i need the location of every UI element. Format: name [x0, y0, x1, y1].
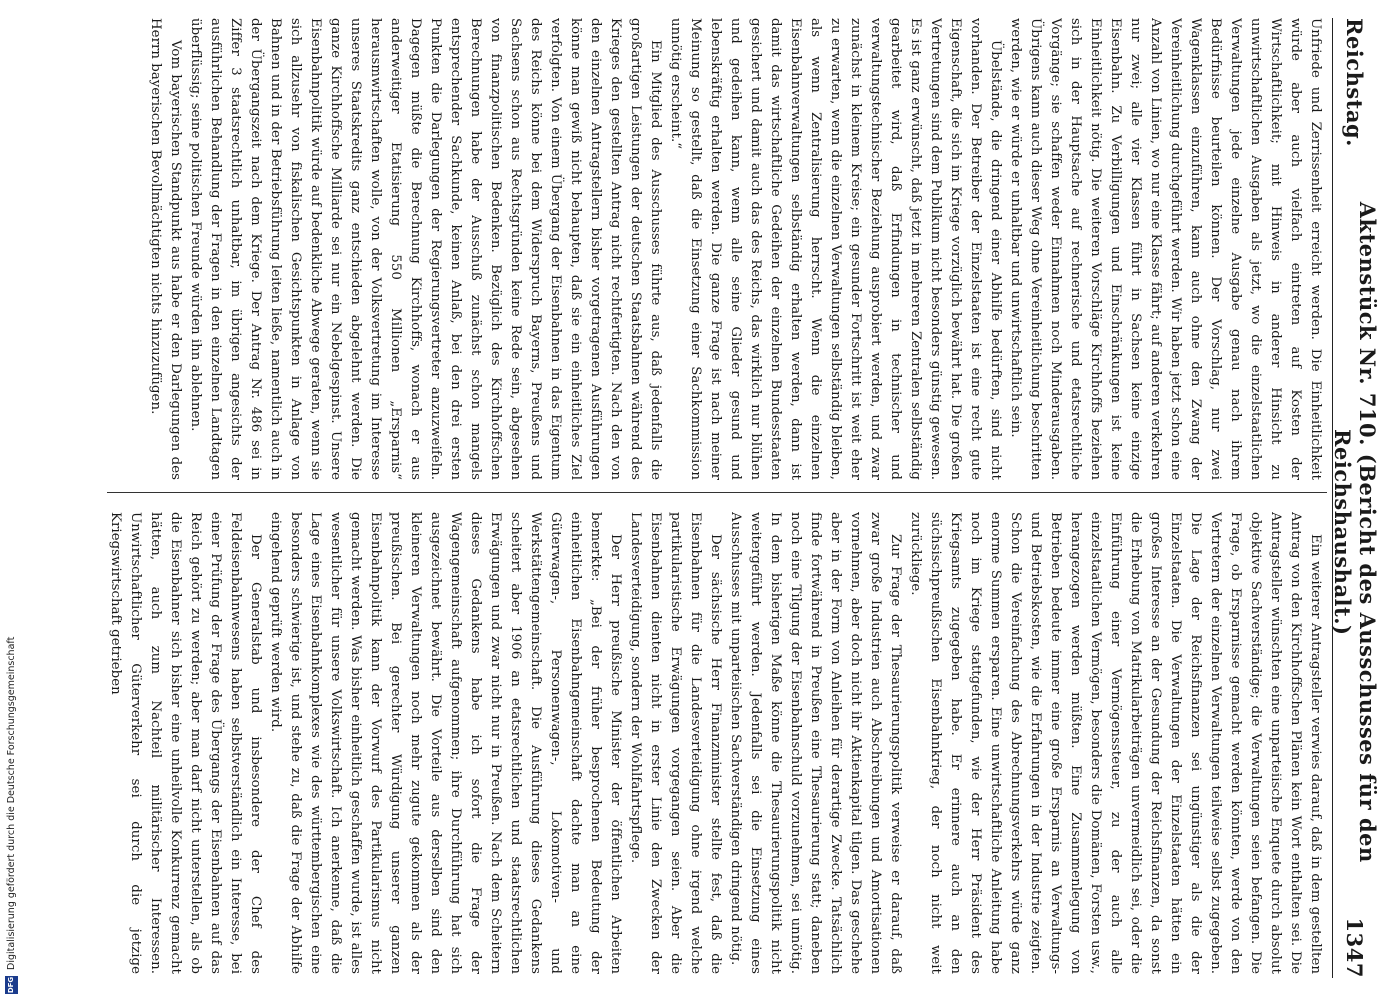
- paragraph: Ein weiterer Antragsteller verwies darauf, daß in dem gestellten Antrag von den Kirchhoffschen Plänen kein Wort enthalten sei. Die Antragsteller wünschten eine unparteiische Enquete durch absolut objektive Sachverständige; die Verwaltungen seien befangen. Die Frage, ob Ersparnisse gemacht werden könnten, werde von den Vertretern der einzelnen Verwaltungen teilweise selbst zugegeben. Die Lage der Reichsfinanzen sei ungünstiger als die der Einzelstaaten. Die Verwaltungen der Einzelstaaten hätten ein großes Interesse an der Gesundung der Reichsfinanzen, da sonst die Erhebung von Matrikularbeiträgen unvermeidlich sei, oder die Einführung einer Vermögenssteuer, zu der auch alle einzelstaatlichen Vermögen, besonders die Domänen, Forsten usw., herangezogen werden müßten. Eine Zusammenlegung von Betrieben bedeute immer eine große Ersparnis an Verwaltungs- und Betriebskosten, wie die Erfahrungen in der Industrie zeigten. Schon die Vereinfachung des Abrechnungsverkehrs würde ganz enorme Summen ersparen. Eine unwirtschaftliche Anleitung habe noch im Kriege stattgefunden, wie der Herr Präsident des Kriegsamts zugegeben habe. Er erinnere auch an den süchsischpreußischen Eisenbahnkrieg, der noch nicht weit zurückliege.: [908, 512, 1323, 974]
- paragraph: Der Generalstab und insbesondere der Chef des Feldeisenbahnwesens haben selbstverständlich ein Interesse, bei einer Prüfung der Frage des Übergangs der Eisenbahnen auf das Reich gehört zu werden; aber man darf nicht unterstellen, als ob die Eisenbahner sich bisher eine unheilvolle Konkurrenz gemacht hätten, auch zum Nachteil militärischer Interessen. Unwirtschaftlicher Güterverkehr sei durch die jetzige Kriegswirtschaft getrieben: [108, 512, 263, 974]
- header-left: Reichstag.: [1342, 18, 1368, 147]
- left-column: [105, 18, 1325, 480]
- credit-line: [0, 0, 22, 1000]
- credit-text: Digitalisierung gefördert durch die Deutsche Forschungsgemeinschaft: [5, 636, 17, 970]
- paragraph: Vom bayerischen Standpunkt aus habe er den Darlegungen des Herrn bayerischen Bevollmächtigten nichts hinzuzufügen.: [148, 18, 183, 480]
- document-page: [93, 0, 1383, 1000]
- header-title: Aktenstück Nr. 710. (Bericht des Ausschusses für den Reichshaushalt.): [1330, 201, 1380, 863]
- paragraph: Der Herr preußische Minister der öffentlichen Arbeiten bemerkte: „Bei der früher besprochenen Bedeutung der einheitlichen Eisenbahngemeinschaft dachte man an eine Güterwagen-, Personenwagen-, Lokomotiven- und Werkstättengemeinschaft. Die Ausführung dieses Gedankens scheitert aber 1906 an etatsrechtlichen und staatsrechtlichen Erwägungen und zwar nicht nur in Preußen. Nach dem Scheitern dieses Gedankens habe ich sofort die Frage der Wagengemeinschaft aufgenommen; ihre Durchführung hat sich ausgezeichnet bewährt. Die Vorteile aus derselben sind den kleineren Verwaltungen noch mehr zugute gekommen als der preußischen. Bei gerechter Würdigung unserer ganzen Eisenbahnpolitik kann der Vorwurf des Partikularismus nicht gemacht werden. Was bisher einheitlich geschaffen wurde, ist alles wesentlicher für unsere Volkswirtschaft. Ich anerkenne, daß die Lage eines Eisenbahnkomplexes wie des württembergischen eine besonders schwierige ist, und stehe zu, daß die Frage der Abhilfe eingehend geprüft werden wird.: [268, 512, 623, 974]
- header-rule: [1332, 18, 1333, 978]
- dfg-logo: DFG: [5, 976, 18, 994]
- paragraph: Übelstände, die dringend einer Abhilfe bedürften, sind nicht vorhanden. Der Betreiber der Einzelstaaten ist eine recht gute Eigenschaft, die sich im Kriege vorzüglich bewährt hat. Die großen Vertretungen sind dem Publikum nicht besonders günstig gewesen. Es ist ganz erwünscht, daß jetzt in mehreren Zentralen selbständig gearbeitet wird, daß Erfindungen in technischer und verwaltungstechnischer Beziehung ausprobiert werden, und zwar zunächst in kleinem Kreise; ein gesunder Fortschritt ist weit eher zu erwarten, wenn die einzelnen Verwaltungen selbständig bleiben, als wenn Zentralisierung herrscht. Wenn die einzelnen Eisenbahnverwaltungen selbständig erhalten werden, dann ist damit das wirtschaftliche Gedeihen der einzelnen Bundesstaaten gesichert und damit auch das des Reichs, das wirklich nur blühen und gedeihen kann, wenn alle seine Glieder gesund und lebenskräftig erhalten werden. Die ganze Frage ist nach meiner Meinung so gestellt, daß die Einsetzung einer Sachkommission unnötig erscheint.“: [668, 18, 1003, 480]
- paragraph: Unfriede und Zerrissenheit erreicht werden. Die Einheitlichkeit würde aber auch vielfach eintreten auf Kosten der Wirtschaftlichkeit; mit Hinweis in anderer Hinsicht zu unwirtschaftlichen Ausgaben als jetzt, wo die einzelstaatlichen Verwaltungen jede einzelne Ausgabe genau nach ihrem Bedürfnisse beurteilen können. Der Vorschlag, nur zwei Wagenklassen einzuführen, kann auch ohne den Zwang der Vereinheitlichung durchgeführt werden. Wir haben jetzt schon eine Anzahl von Linien, wo nur eine Klasse fährt; auf anderen verkehren nur zwei; alle vier Klassen führt in Sachsen keine einzige Eisenbahn. Zu Verbilligungen und Einschränkungen ist keine Einheitlichkeit nötig. Die weiteren Vorschläge Kirchhoffs beziehen sich in der Hauptsache auf rechnerische und etatsrechtliche Vorgänge; sie schaffen weder Einnahmen noch Minderausgaben. Übrigens kann auch dieser Weg ohne Vereinheitlichung beschritten werden, wie er würde er unhaltbar und unwirtschaftlich sein.: [1008, 18, 1323, 480]
- paragraph: Der sächsische Herr Finanzminister stellte fest, daß die Eisenbahnen für die Landesverteidigung ohne irgend welche partikularistische Erwägungen vorgegangen seien. Aber die Eisenbahnen dienten nicht in erster Linie den Zwecken der Landesverteidigung, sondern der Wohlfahrtspflege.: [628, 512, 723, 974]
- right-column: [105, 512, 1325, 974]
- paragraph: Zur Frage der Thesaurierungspolitik verweise er darauf, daß zwar große Industrien auch Abschreibungen und Amortisationen vornehmen, aber doch nicht ihr Aktienkapital tilgen. Das geschehe aber in der Form von Anleihen für derartige Zwecke. Tatsächlich finde fortwährend in Preußen eine Thesaurierung statt; daneben noch eine Tilgung der Eisenbahnschuld vorzunehmen, sei unnötig. In dem bisherigen Maße könne die Thesaurierungspolitik nicht weitergeführt werden. Jedenfalls sei die Einsetzung eines Ausschusses mit unparteiischen Sachverständigen dringend nötig.: [728, 512, 903, 974]
- page-header: [1330, 18, 1380, 978]
- page-number: 1347: [1342, 917, 1368, 978]
- credit-strip: [0, 0, 22, 1000]
- column-separator: [107, 492, 1327, 493]
- paragraph: Ein Mitglied des Ausschusses führte aus, daß jedenfalls die großartigen Leistungen der deutschen Staatsbahnen während des Krieges den gestellten Antrag nicht rechtfertigten. Nach den von den einzelnen Antragstellern bisher vorgetragenen Ausführungen könne man gewiß nicht behaupten, daß sie ein einheitliches Ziel verfolgten. Von einem Übergang der Eisenbahnen in das Eigentum des Reichs könne bei dem Widerspruch Bayerns, Preußens und Sachsens schon aus Rechtsgründen keine Rede sein, abgesehen von finanzpolitischen Bedenken. Bezüglich des Kirchhoffschen Berechnungen habe der Ausschuß zunächst schon mangels entsprechender Sachkunde, keinen Anlaß, bei den drei ersten Punkten die Darlegungen der Regierungsvertreter anzuzweifeln. Dagegen müßte die Berechnung Kirchhoffs, wonach er aus anderweitiger Etatisierung 550 Millionen „Ersparnis“ herausmwirtschaften wolle, von der Volksvertretung im Interesse unseres Staatskredits ganz entschieden abgelehnt werden. Die ganze Kirchhoffsche Milliarde sei nur ein Nebelgespinst. Unsere Eisenbahnpolitik würde auf bedenkliche Abwege geraten, wenn sie sich allzusehr von fiskalischen Gesichtspunkten in Anlage von Bahnen und in der Betriebsführung leiten ließe, namentlich auch in der Übergangszeit nach dem Kriege. Der Antrag Nr. 486 sei in Ziffer 3 staatsrechtlich unhaltbar, im übrigen angesichts der ausführlichen Behandlung der Fragen in den einzelnen Landtagen überflüssig; seine politischen Freunde würden ihn ablehnen.: [188, 18, 663, 480]
